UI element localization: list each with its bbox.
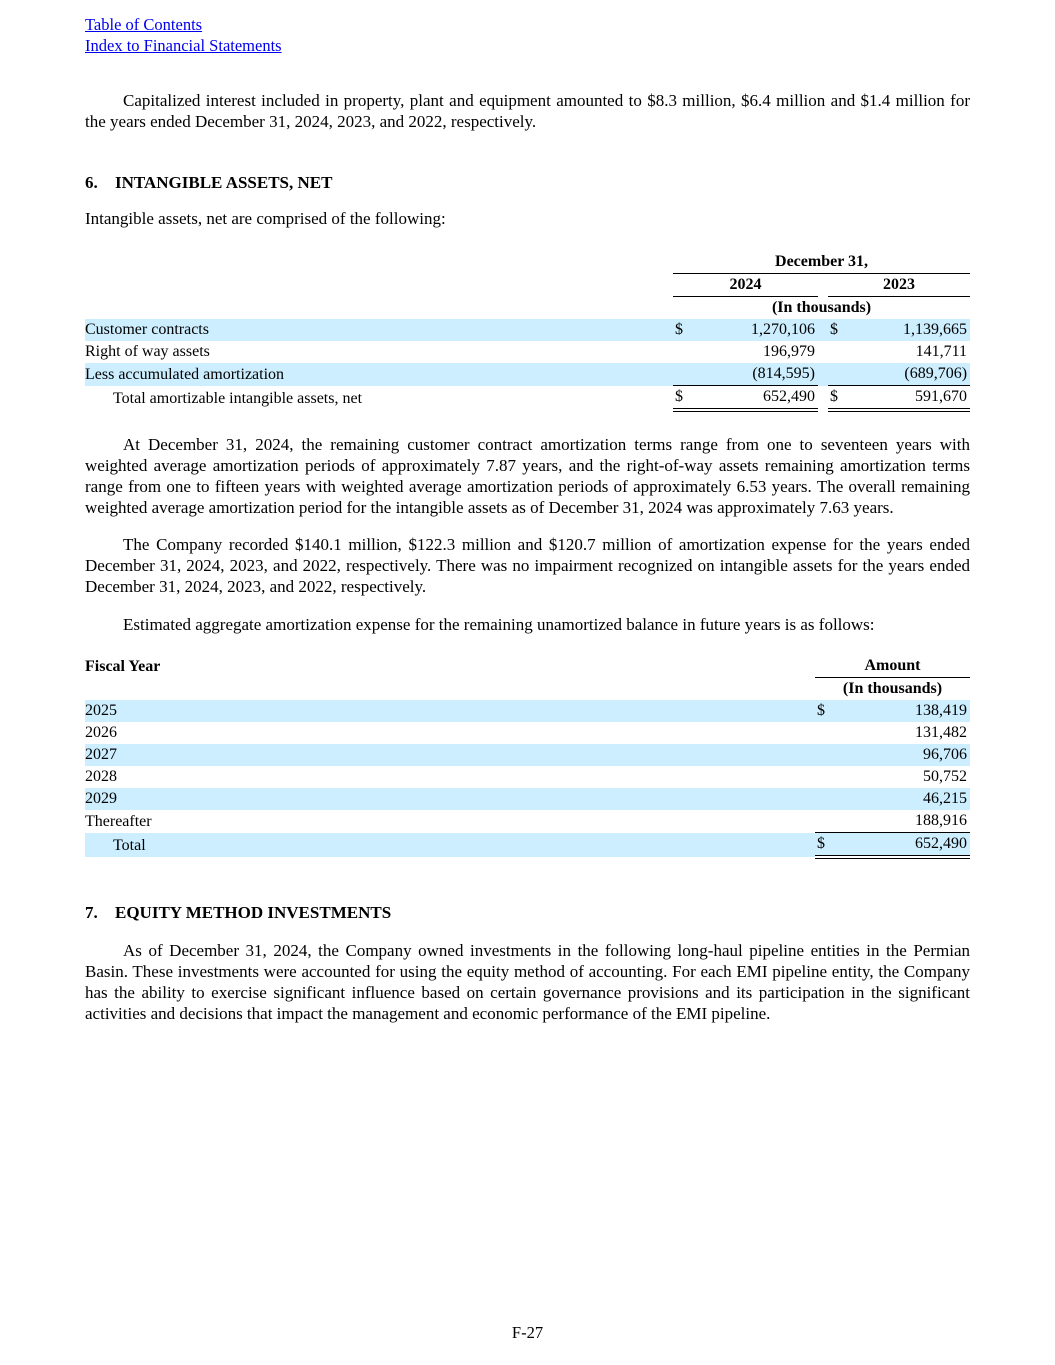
row-label: 2029 [85,790,117,807]
row-label: Right of way assets [85,343,210,360]
section-7-heading [85,902,970,924]
table-row [85,722,970,744]
paragraph-intangible-intro: Intangible assets, net are comprised of the following: [85,209,446,228]
intangible-assets-table [85,251,970,412]
amount-value: 96,706 [923,746,968,763]
table-row [85,319,970,341]
header-links [85,14,970,56]
section-7-title: EQUITY METHOD INVESTMENTS [115,903,392,922]
table-row [85,810,970,833]
currency-symbol: $ [828,386,855,411]
amount-value: 652,490 [843,833,970,858]
spacer-cell [818,386,828,411]
spacer-cell [818,274,828,297]
currency-symbol [828,363,855,386]
value-2023: 591,670 [855,386,970,411]
units-label: (In thousands) [842,680,943,697]
table-units-row [85,678,970,701]
currency-symbol [815,810,843,833]
table-row [85,363,970,386]
row-label: 2028 [85,768,117,785]
currency-symbol [815,722,843,744]
currency-symbol: $ [817,702,825,719]
value-2024: 1,270,106 [751,321,815,338]
table-header-row [85,655,970,678]
units-label: (In thousands) [771,299,872,316]
spacer-cell [85,274,673,297]
currency-symbol [828,341,855,363]
row-label: Total amortizable intangible assets, net [113,390,363,407]
table-row [85,744,970,766]
link-index-to-financial-statements[interactable]: Index to Financial Statements [85,36,282,55]
paragraph-capitalized-interest: Capitalized interest included in property, plant and equipment amounted to $8.3 million, $6.4 million and $1.4 million for the years ended December 31, 2024, 2023, and 2022, respectively. [85,91,970,131]
fiscal-year-header: Fiscal Year [85,657,161,675]
value-2024: 196,979 [763,343,815,360]
future-amortization-table [85,655,970,859]
row-label: Less accumulated amortization [85,365,285,383]
paragraph-amortization-expense: The Company recorded $140.1 million, $122.3 million and $120.7 million of amortization expense for the years ended December 31, 2024, 2023, and 2022, respectively. There was no impairment recognized on intangible assets for the years ended December 31, 2024, 2023, and 2022, respectively. [85,535,970,596]
spacer-cell [85,297,673,320]
row-label: Thereafter [85,812,152,830]
row-label: 2027 [85,746,117,763]
table-header-years-row [85,274,970,297]
table-row-total [85,386,970,411]
page-number: F-27 [511,1323,544,1342]
link-table-of-contents[interactable]: Table of Contents [85,15,203,34]
currency-symbol: $ [830,321,838,338]
currency-symbol [673,341,700,363]
table-units-row [85,297,970,320]
column-group-header: December 31, [673,251,970,274]
amount-header: Amount [815,655,970,678]
currency-symbol: $ [675,321,683,338]
section-6-title: INTANGIBLE ASSETS, NET [115,173,333,192]
paragraph-amortization-terms: At December 31, 2024, the remaining customer contract amortization terms range from one to seventeen years with weighted average amortization periods of approximately 7.87 years, and the right-of-way assets remaining amortization terms range from one to fifteen years with weighted average amortization periods of approximately 6.53 years. The overall remaining weighted average amortization period for the intangible assets as of December 31, 2024 was approximately 7.63 years. [85,435,970,517]
table-row-total [85,833,970,858]
currency-symbol [815,744,843,766]
paragraph-estimated-expense: Estimated aggregate amortization expense for the remaining unamortized balance in future years is as follows: [123,615,875,634]
section-7-number: 7. [85,903,98,922]
currency-symbol: $ [673,386,700,411]
spacer-cell [85,251,673,274]
table-header-group-row [85,251,970,274]
row-label: Customer contracts [85,321,209,338]
spacer-cell [818,319,828,341]
spacer-cell [818,363,828,386]
section-6-number: 6. [85,173,98,192]
value-2024: 652,490 [700,386,818,411]
paragraph-equity-method: As of December 31, 2024, the Company owned investments in the following long-haul pipeline entities in the Permian Basin. These investments were accounted for using the equity method of accounting. For each EMI pipeline entity, the Company has the ability to exercise significant influence based on certain governance provisions and its participation in the significant activities and decisions that impact the management and economic performance of the EMI pipeline. [85,941,970,1023]
value-2024: (814,595) [752,365,815,382]
table-row [85,788,970,810]
currency-symbol: $ [815,833,843,858]
value-2023: 1,139,665 [903,321,968,338]
currency-symbol [815,788,843,810]
section-6-heading [85,172,970,194]
table-row [85,700,970,722]
table-row [85,766,970,788]
currency-symbol [815,766,843,788]
row-label: Total [113,837,146,854]
column-header-2023: 2023 [828,274,970,297]
amount-value: 50,752 [923,768,968,785]
row-label: 2026 [85,724,117,741]
amount-value: 138,419 [915,702,968,719]
currency-symbol [673,363,700,386]
spacer-cell [818,341,828,363]
row-label: 2025 [85,702,117,719]
value-2023: (689,706) [904,365,968,382]
spacer-cell [85,678,815,701]
table-row [85,341,970,363]
amount-value: 46,215 [923,790,968,807]
amount-value: 131,482 [915,724,968,741]
column-header-2024: 2024 [673,274,818,297]
amount-value: 188,916 [915,812,968,829]
value-2023: 141,711 [915,343,968,360]
